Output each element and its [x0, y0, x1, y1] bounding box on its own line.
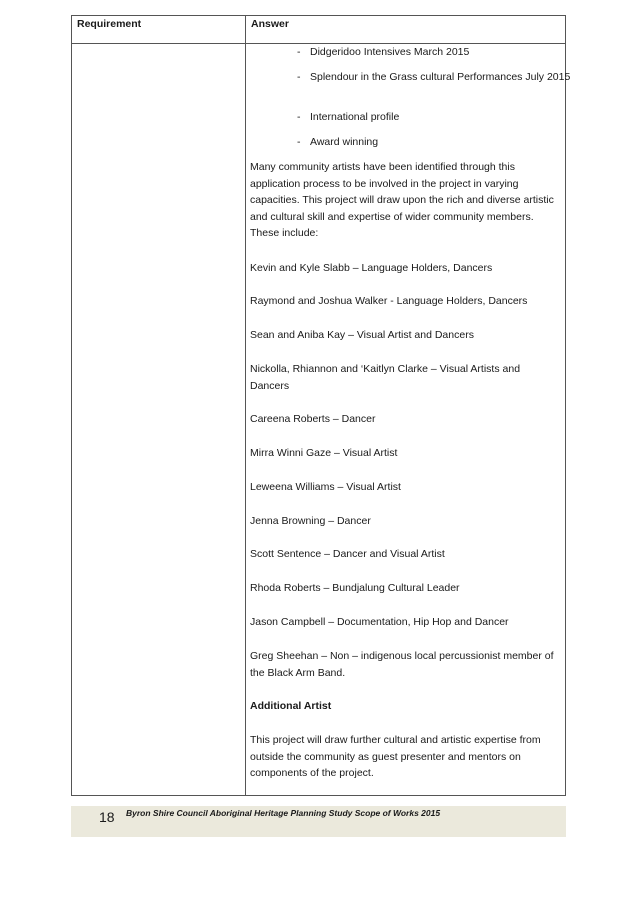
artist-entry: Raymond and Joshua Walker - Language Holders, Dancers [250, 295, 528, 307]
additional-artist-paragraph: This project will draw further cultural and artistic expertise from outside the community as guest presenter and mentors on components of the project. [250, 734, 541, 779]
artist-entry: Scott Sentence – Dancer and Visual Artist [250, 548, 445, 560]
artist-entry: Kevin and Kyle Slabb – Language Holders, Dancers [250, 262, 493, 274]
requirements-table: Requirement Answer - Didgeridoo Intensives March 2015 - Splendour in the Grass cultural Performances July 2015 - International profile - Award winning Many community artists have been identified through this application process to be involved in the project in varying capacities. This project will draw upon the rich and diverse artistic and cultural skill and expertise of wider community members. These include: Kevin and Kyle Slabb – Language Holders, Dancers Raymond and Joshua Walker - Language Holders, Dancers Sean and Aniba Kay – Visual Artist and Dancers Nickolla, Rhiannon and ‘Kaitlyn Clarke – Visual Artists and Dancers Careena Roberts – Dancer Mirra Winni Gaze – Visual Artist Leweena Williams – Visual Artist Jenna Browning – Dancer Scott Sentence – Dancer and Visual Artist Rhoda Roberts – Bundjalung Cultural Leader Jason Campbell – Documentation, Hip Hop and Dancer Greg Sheehan – Non – indigenous local percussionist member of the Black Arm Band. Additional Artist This project will draw further cultural and artistic expertise from outside the community as guest presenter and mentors on components of the project. [71, 15, 566, 796]
additional-artist-heading: Additional Artist [250, 700, 332, 712]
column-divider [245, 16, 246, 795]
artist-entry: Greg Sheehan – Non – indigenous local percussionist member of the Black Arm Band. [250, 650, 554, 679]
artist-entry: Nickolla, Rhiannon and ‘Kaitlyn Clarke – Visual Artists and Dancers [250, 363, 521, 392]
footer-title: Byron Shire Council Aboriginal Heritage Planning Study Scope of Works 2015 [126, 808, 441, 818]
artist-entry: Jason Campbell – Documentation, Hip Hop and Dancer [250, 616, 509, 628]
header-answer: Answer [251, 18, 289, 30]
list-item-text: Award winning [310, 136, 379, 148]
artist-entry: Careena Roberts – Dancer [250, 413, 376, 425]
page-number: 18 [99, 809, 115, 825]
page-footer [71, 806, 566, 837]
header-requirement: Requirement [77, 18, 142, 30]
artist-entry: Mirra Winni Gaze – Visual Artist [250, 447, 398, 459]
list-item-text: International profile [310, 111, 400, 123]
list-item-text: Splendour in the Grass cultural Performances July 2015 [310, 71, 571, 83]
intro-paragraph: Many community artists have been identified through this application process to be involved in the project in varying capacities. This project will draw upon the rich and diverse artistic and cultural skill and expertise of wider community members. These include: [250, 161, 554, 239]
artist-entry: Jenna Browning – Dancer [250, 515, 371, 527]
artist-entry: Leweena Williams – Visual Artist [250, 481, 401, 493]
artist-entry: Sean and Aniba Kay – Visual Artist and Dancers [250, 329, 474, 341]
artist-entry: Rhoda Roberts – Bundjalung Cultural Leader [250, 582, 460, 594]
list-item-text: Didgeridoo Intensives March 2015 [310, 46, 470, 58]
